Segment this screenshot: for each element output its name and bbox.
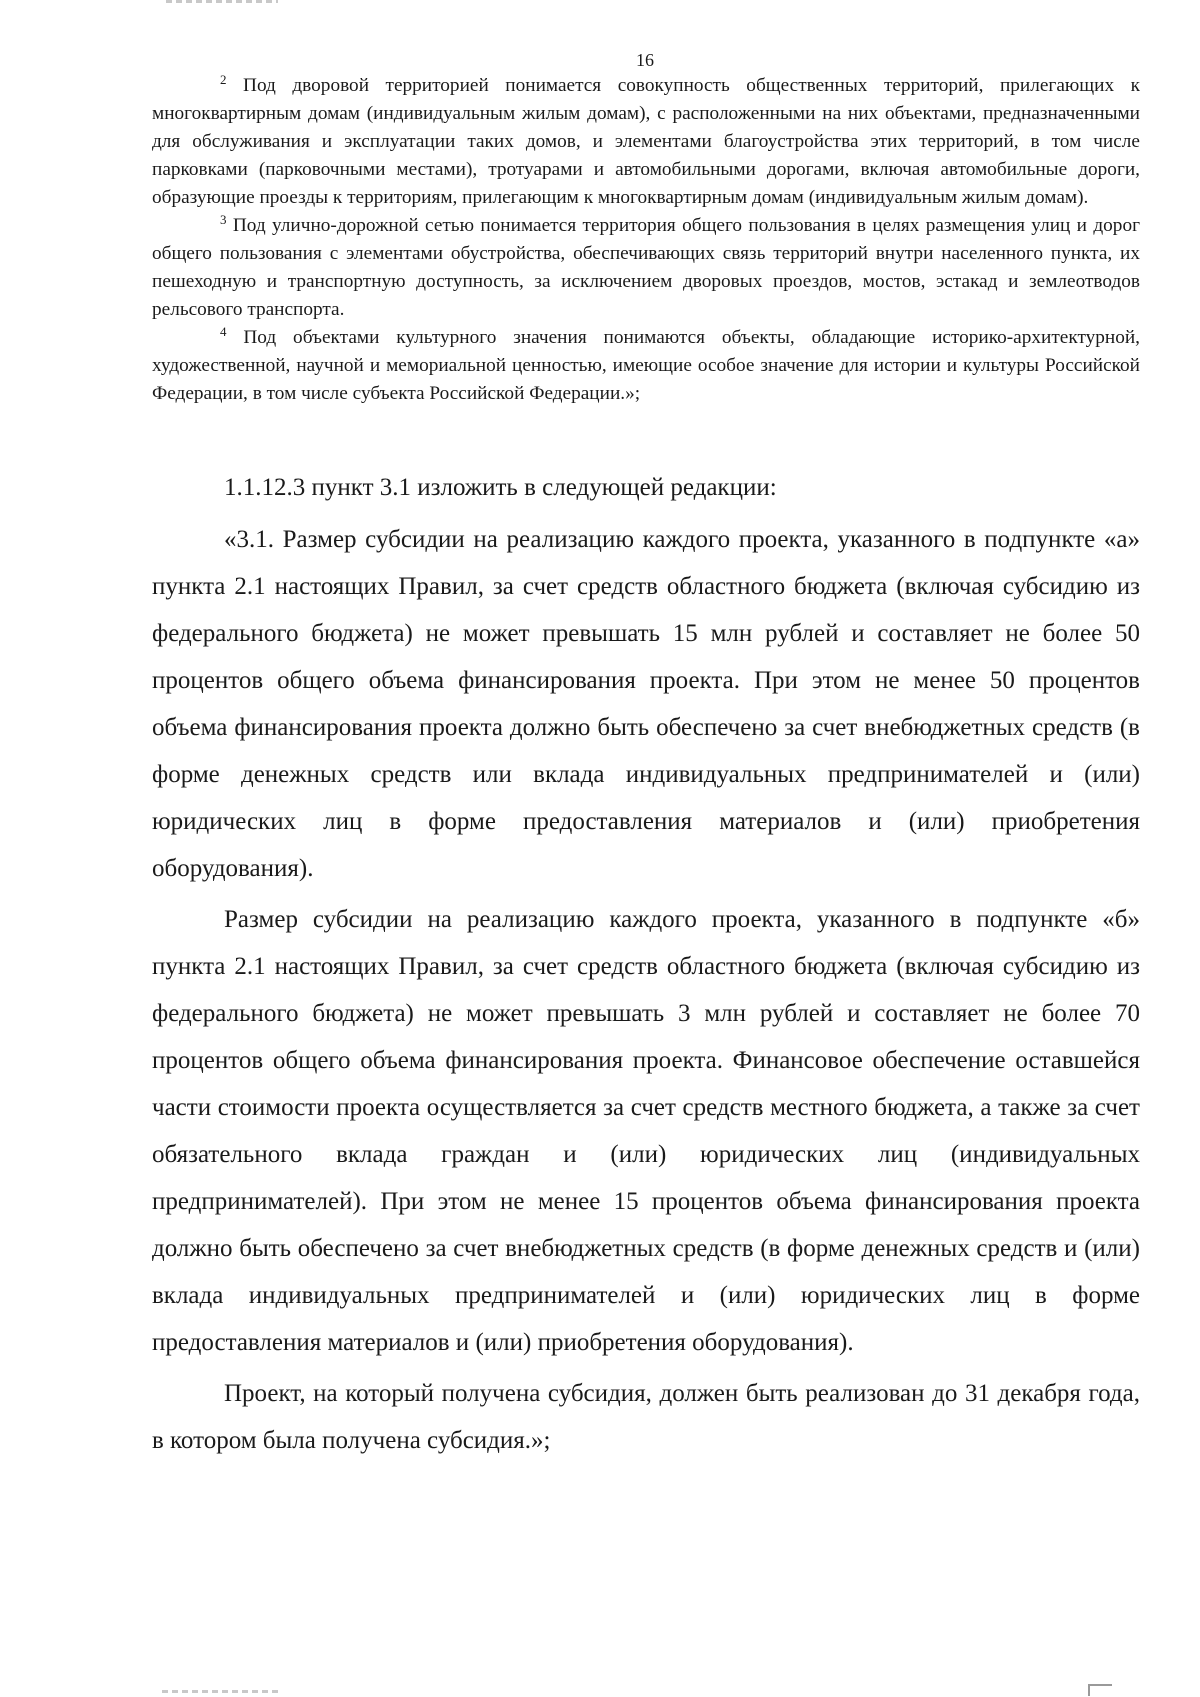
paragraph: «3.1. Размер субсидии на реализацию каждого проекта, указанного в подпункте «а» пункта 2.1 настоящих Правил, за счет средств областного бюджета (включая субсидию из федерального бюджета) не может превышать 15 млн рублей и составляет не более 50 процентов общего объема финансирования проекта. При этом не менее 50 процентов объема финансирования проекта должно быть обеспечено за счет внебюджетных средств (в форме денежных средств или вклада индивидуальных предпринимателей и (или) юридических лиц в форме предоставления материалов и (или) приобретения оборудования). <box>152 526 1140 882</box>
footnote-marker: 3 <box>220 212 227 227</box>
footnote-4 <box>152 324 1140 408</box>
footnote-marker: 4 <box>220 324 227 339</box>
footnote-text: Под улично-дорожной сетью понимается территория общего пользования в целях размещения улиц и дорог общего пользования с элементами обустройства, обеспечивающих связь территорий внутри населенного пункта, их пешеходную и транспортную доступность, за исключением дворовых проездов, мостов, эстакад и землеотводов рельсового транспорта. <box>152 215 1140 320</box>
footnote-text: Под дворовой территорией понимается совокупность общественных территорий, прилегающих к многоквартирным домам (индивидуальным жилым домам), с расположенными на них объектами, предназначенными для обслуживания и эксплуатации таких домов, и элементами благоустройства этих территорий, в том числе парковками (парковочными местами), тротуарами и автомобильными дорогами, включая автомобильные дороги, образующие проезды к территориям, прилегающим к многоквартирным домам (индивидуальным жилым домам). <box>152 75 1140 208</box>
footnotes-section <box>152 72 1140 408</box>
main-text <box>152 464 1140 1464</box>
scan-mark-top <box>166 0 278 3</box>
footnote-3 <box>152 212 1140 324</box>
scan-mark-bottom <box>162 1690 280 1693</box>
page-number: 16 <box>636 50 654 70</box>
paragraph: Размер субсидии на реализацию каждого проекта, указанного в подпункте «б» пункта 2.1 настоящих Правил, за счет средств областного бюджета (включая субсидию из федерального бюджета) не может превышать 3 млн рублей и составляет не более 70 процентов общего объема финансирования проекта. Финансовое обеспечение оставшейся части стоимости проекта осуществляется за счет средств местного бюджета, а также за счет обязательного вклада граждан и (или) юридических лиц (индивидуальных предпринимателей). При этом не менее 15 процентов объема финансирования проекта должно быть обеспечено за счет внебюджетных средств (в форме денежных средств и (или) вклада индивидуальных предпринимателей и (или) юридических лиц в форме предоставления материалов и (или) приобретения оборудования). <box>152 906 1140 1356</box>
scan-corner-mark <box>1088 1684 1112 1696</box>
footnote-text: Под объектами культурного значения понимаются объекты, обладающие историко-архитектурной, художественной, научной и мемориальной ценностью, имеющие особое значение для истории и культуры Российской Федерации, в том числе субъекта Российской Федерации.»; <box>152 327 1140 404</box>
footnote-marker: 2 <box>220 72 227 87</box>
footnote-2 <box>152 72 1140 212</box>
paragraph: Проект, на который получена субсидия, должен быть реализован до 31 декабря года, в котором была получена субсидия.»; <box>152 1380 1140 1454</box>
paragraph-heading: 1.1.12.3 пункт 3.1 изложить в следующей редакции: <box>224 474 777 501</box>
